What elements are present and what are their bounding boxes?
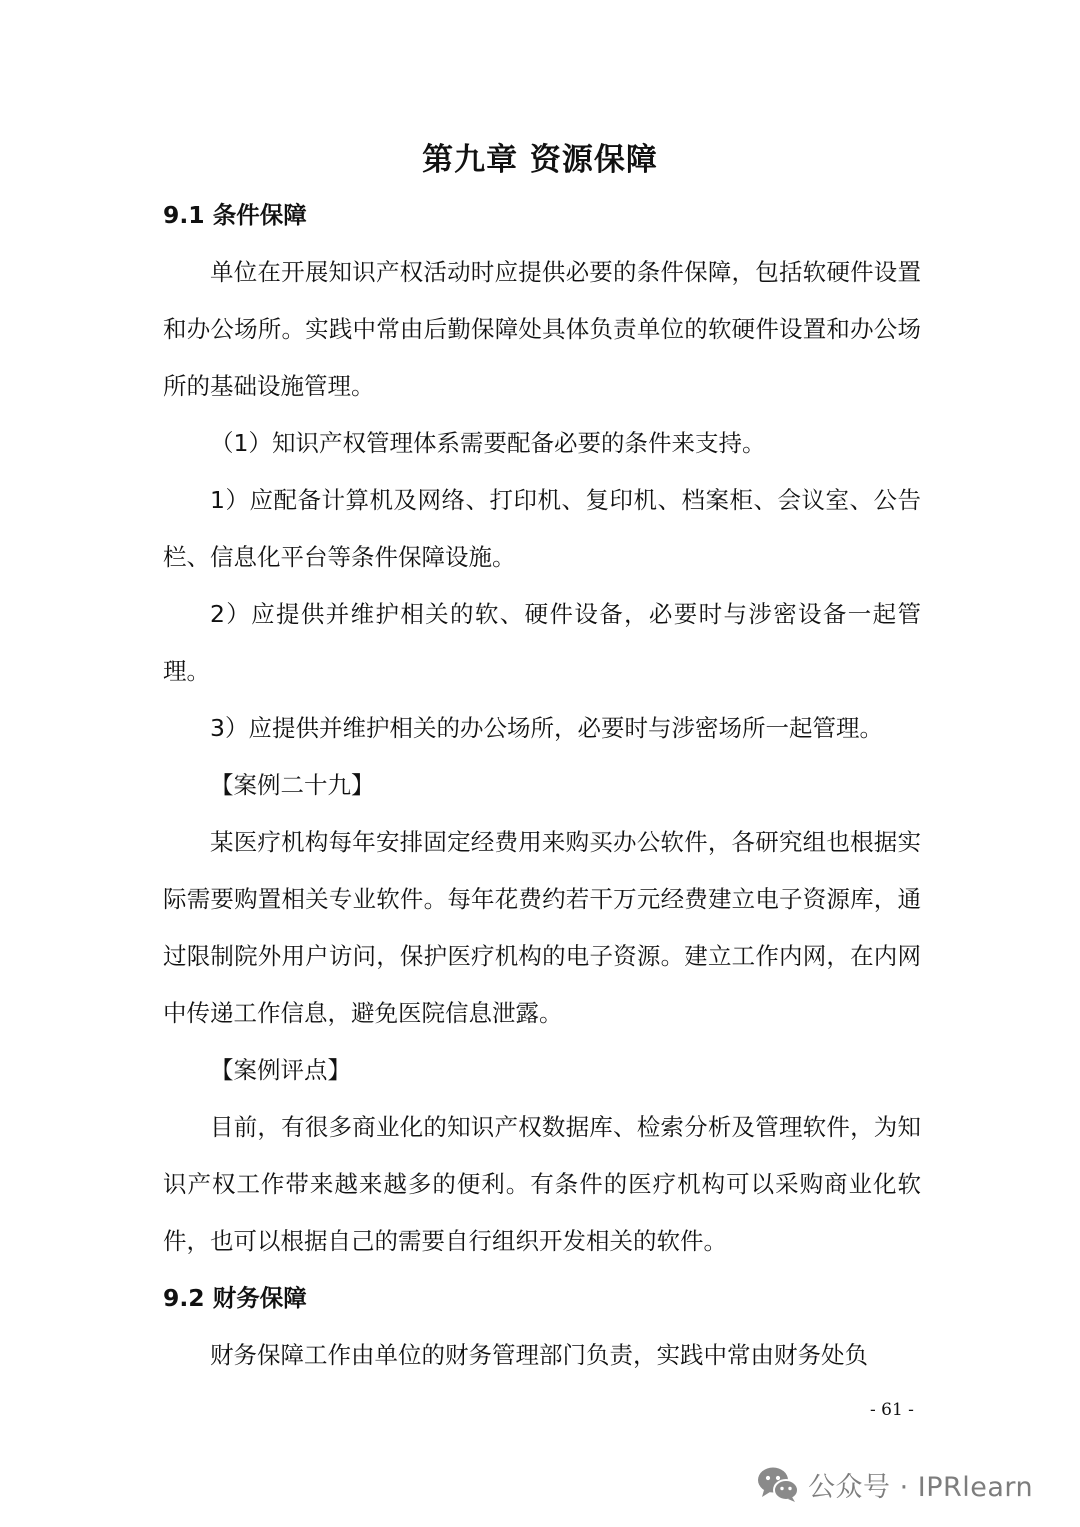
case-comment-body: 目前，有很多商业化的知识产权数据库、检索分析及管理软件，为知识产权工作带来越来越多的便利。有条件的医疗机构可以采购商业化软件，也可以根据自己的需要自行组织开发相关的软件。 bbox=[163, 1113, 921, 1255]
case-comment-title: 【案例评点】 bbox=[210, 1056, 351, 1084]
section-heading-9-1: 9.1 条件保障 bbox=[163, 201, 307, 229]
paragraph-conditions-intro: 单位在开展知识产权活动时应提供必要的条件保障，包括软硬件设置和办公场所。实践中常由后勤保障处具体负责单位的软硬件设置和办公场所的基础设施管理。 bbox=[163, 258, 921, 400]
paragraph-item-3: 3）应提供并维护相关的办公场所，必要时与涉密场所一起管理。 bbox=[210, 714, 883, 742]
section-heading-9-2: 9.2 财务保障 bbox=[163, 1284, 307, 1312]
body-text bbox=[163, 187, 921, 1384]
paragraph-requirement-1: （1）知识产权管理体系需要配备必要的条件来支持。 bbox=[210, 429, 766, 457]
wechat-icon bbox=[756, 1464, 800, 1504]
paragraph-finance-intro: 财务保障工作由单位的财务管理部门负责，实践中常由财务处负 bbox=[210, 1341, 868, 1369]
case-body: 某医疗机构每年安排固定经费用来购买办公软件，各研究组也根据实际需要购置相关专业软件。每年花费约若干万元经费建立电子资源库，通过限制院外用户访问，保护医疗机构的电子资源。建立工作内网，在内网中传递工作信息，避免医院信息泄露。 bbox=[163, 828, 921, 1027]
page-number: - 61 - bbox=[870, 1400, 914, 1420]
watermark-text: 公众号 · IPRlearn bbox=[808, 1471, 1034, 1503]
paragraph-item-1: 1）应配备计算机及网络、打印机、复印机、档案柜、会议室、公告栏、信息化平台等条件保障设施。 bbox=[163, 486, 921, 571]
watermark bbox=[756, 1460, 1033, 1508]
paragraph-item-2: 2）应提供并维护相关的软、硬件设备，必要时与涉密设备一起管理。 bbox=[163, 600, 921, 685]
chapter-title: 第九章 资源保障 bbox=[422, 142, 658, 178]
case-title: 【案例二十九】 bbox=[210, 771, 375, 799]
